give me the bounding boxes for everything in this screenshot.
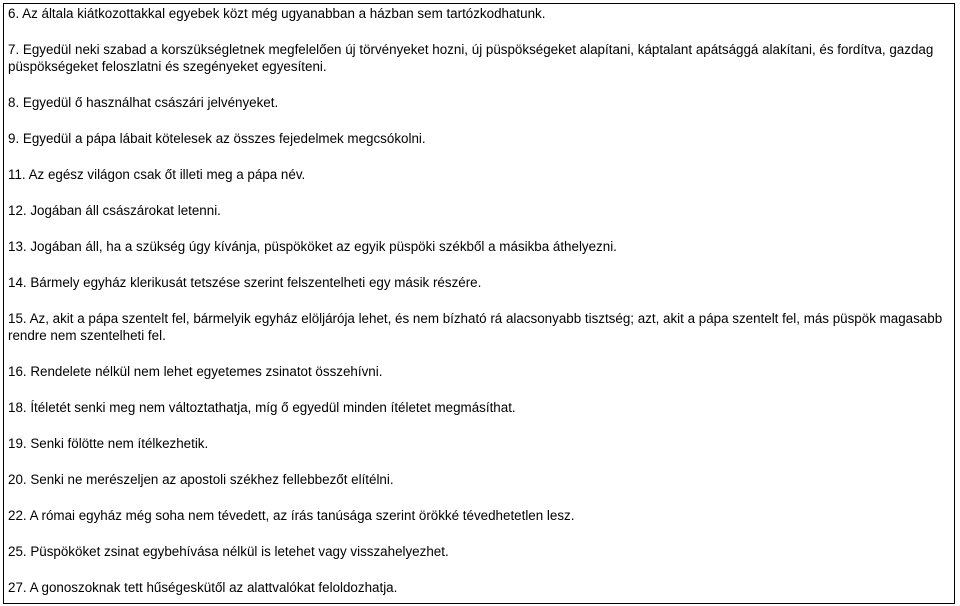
document-page: [3, 3, 955, 604]
list-item: 8. Egyedül ő használhat császári jelvényeket.: [8, 95, 279, 110]
list-item: 19. Senki fölötte nem ítélkezhetik.: [8, 436, 209, 451]
list-item: 12. Jogában áll császárokat letenni.: [8, 203, 221, 218]
list-item: 20. Senki ne merészeljen az apostoli székhez fellebbezőt elítélni.: [8, 472, 394, 487]
list-item: 7. Egyedül neki szabad a korszükségletnek megfelelően új törvényeket hozni, új püspökségeket alapítani, káptalant apátsággá alakítani, és fordítva, gazdag püspökségeket feloszlatni és szegényeket egyesíteni.: [8, 42, 934, 74]
list-item: 18. Ítéletét senki meg nem változtathatja, míg ő egyedül minden ítéletet megmásíthat.: [8, 400, 516, 415]
list-item: 14. Bármely egyház klerikusát tetszése szerint felszentelheti egy másik részére.: [8, 275, 482, 290]
list-item: 6. Az általa kiátkozottakkal egyebek közt még ugyanabban a házban sem tartózkodhatunk.: [8, 6, 546, 21]
list-item: 13. Jogában áll, ha a szükség úgy kívánja, püspököket az egyik püspöki székből a másikba áthelyezni.: [8, 239, 617, 254]
list-item: 11. Az egész világon csak őt illeti meg a pápa név.: [8, 167, 306, 182]
list-item: 16. Rendelete nélkül nem lehet egyetemes zsinatot összehívni.: [8, 364, 383, 379]
list-item: 9. Egyedül a pápa lábait kötelesek az összes fejedelmek megcsókolni.: [8, 131, 426, 146]
list-item: 25. Püspököket zsinat egybehívása nélkül is letehet vagy visszahelyezhet.: [8, 544, 449, 559]
list-item: 27. A gonoszoknak tett hűségeskütől az alattvalókat feloldozhatja.: [8, 580, 398, 595]
list-item: 15. Az, akit a pápa szentelt fel, bármelyik egyház elöljárója lehet, és nem bízható rá alacsonyabb tisztség; azt, akit a pápa szentelt fel, más püspök magasabb rendre nem szentelheti fel.: [8, 311, 943, 343]
list-item: 22. A római egyház még soha nem tévedett, az írás tanúsága szerint örökké tévedhetetlen lesz.: [8, 508, 575, 523]
